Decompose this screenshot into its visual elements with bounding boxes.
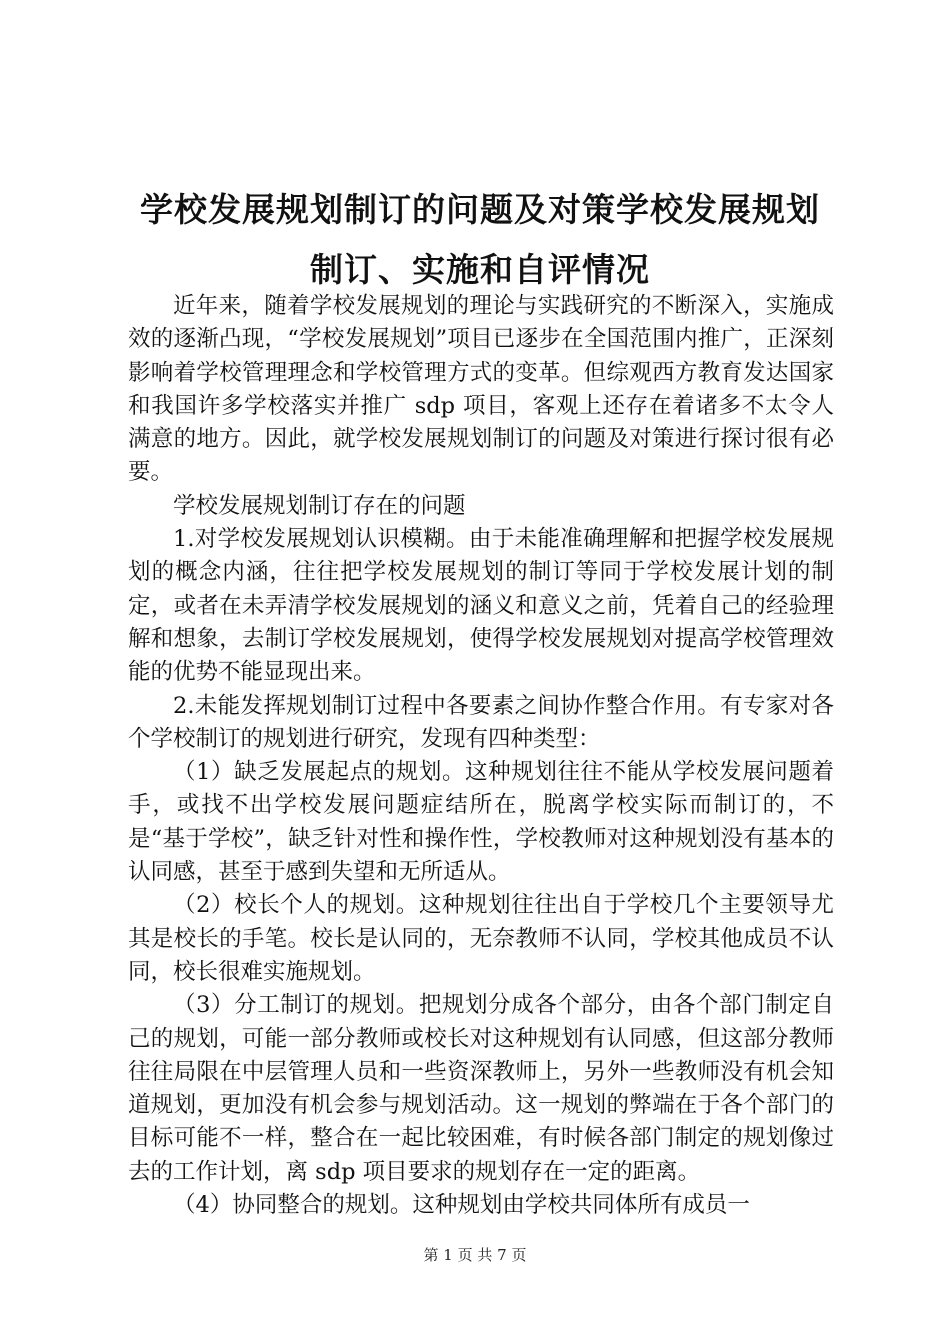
paragraph-type-3: （3）分工制订的规划。把规划分成各个部分，由各个部门制定自己的规划，可能一部分教师或校长对这种规划有认同感，但这部分教师往往局限在中层管理人员和一些资深教师上，另外一些教师没有机会知道规划，更加没有机会参与规划活动。这一规划的弊端在于各个部门的目标可能不一样，整合在一起比较困难，有时候各部门制定的规划像过去的工作计划，离 sdp 项目要求的规划存在一定的距离。 bbox=[128, 992, 834, 1185]
section-heading-problems: 学校发展规划制订存在的问题 bbox=[173, 492, 466, 519]
paragraph-problem-2: 2.未能发挥规划制订过程中各要素之间协作整合作用。有专家对各个学校制订的规划进行研究，发现有四种类型： bbox=[128, 692, 834, 752]
document-title-line-1: 学校发展规划制订的问题及对策学校发展规划 bbox=[140, 190, 820, 229]
document-body bbox=[128, 290, 834, 1222]
paragraph-intro: 近年来，随着学校发展规划的理论与实践研究的不断深入，实施成效的逐渐凸现，“学校发展规划”项目已逐步在全国范围内推广，正深刻影响着学校管理理念和学校管理方式的变革。但综观西方教育发达国家和我国许多学校落实并推广 sdp 项目，客观上还存在着诸多不太令人满意的地方。因此，就学校发展规划制订的问题及对策进行探讨很有必要。 bbox=[128, 293, 834, 486]
page-number-footer: 第 1 页 共 7 页 bbox=[423, 1246, 527, 1264]
document-title-line-2: 制订、实施和自评情况 bbox=[310, 250, 650, 289]
paragraph-problem-1: 1.对学校发展规划认识模糊。由于未能准确理解和把握学校发展规划的概念内涵，往往把学校发展规划的制订等同于学校发展计划的制定，或者在未弄清学校发展规划的涵义和意义之前，凭着自己的经验理解和想象，去制订学校发展规划，使得学校发展规划对提高学校管理效能的优势不能显现出来。 bbox=[128, 526, 834, 686]
paragraph-type-2: （2）校长个人的规划。这种规划往往出自于学校几个主要领导尤其是校长的手笔。校长是认同的，无奈教师不认同，学校其他成员不认同，校长很难实施规划。 bbox=[128, 892, 834, 985]
paragraph-type-4: （4）协同整合的规划。这种规划由学校共同体所有成员一 bbox=[173, 1192, 750, 1219]
paragraph-type-1: （1）缺乏发展起点的规划。这种规划往往不能从学校发展问题着手，或找不出学校发展问题症结所在，脱离学校实际而制订的，不是“基于学校”，缺乏针对性和操作性，学校教师对这种规划没有基本的认同感，甚至于感到失望和无所适从。 bbox=[128, 759, 834, 886]
